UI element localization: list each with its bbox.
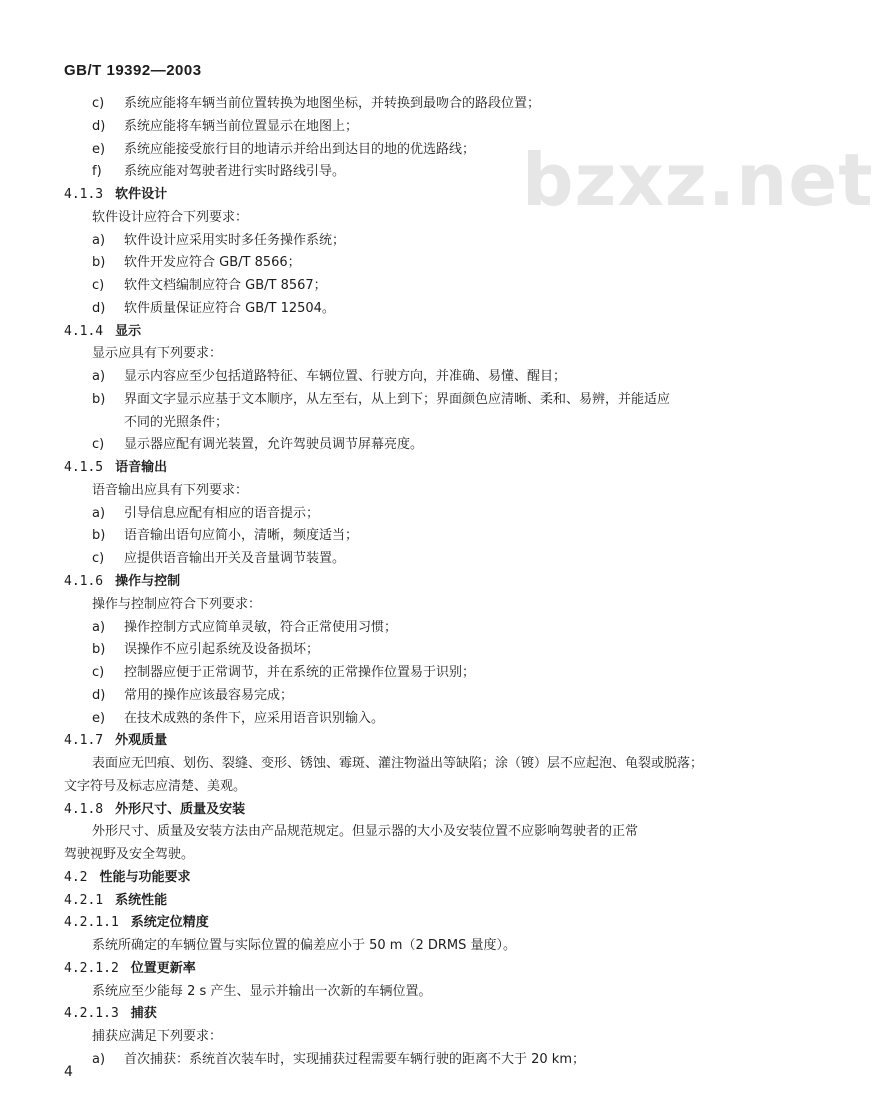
section-title: 软件设计 bbox=[115, 187, 168, 202]
section-number: 4.2 bbox=[64, 870, 88, 885]
list-item-text: 系统应能将车辆当前位置转换为地图坐标，并转换到最吻合的路段位置； bbox=[124, 96, 541, 111]
list-item-text: 显示内容应至少包括道路特征、车辆位置、行驶方向，并准确、易懂、醒目； bbox=[124, 369, 567, 384]
list-item bbox=[92, 642, 319, 658]
list-item-label: b) bbox=[92, 642, 106, 657]
list-item bbox=[92, 164, 345, 180]
section-heading bbox=[64, 1006, 157, 1022]
paragraph-line: 驾驶视野及安全驾驶。 bbox=[64, 847, 195, 862]
section-heading bbox=[64, 802, 245, 818]
list-item-label: e) bbox=[92, 711, 106, 726]
list-item-text: 软件开发应符合 GB/T 8566； bbox=[124, 255, 301, 270]
list-item bbox=[92, 688, 293, 704]
list-item-text: 控制器应便于正常调节，并在系统的正常操作位置易于识别； bbox=[124, 665, 476, 680]
list-item-text: 软件设计应采用实时多任务操作系统； bbox=[124, 233, 346, 248]
list-item-text: 软件文档编制应符合 GB/T 8567； bbox=[124, 278, 327, 293]
list-item bbox=[92, 1052, 585, 1068]
list-item bbox=[92, 278, 327, 294]
list-item-text: 误操作不应引起系统及设备损坏； bbox=[124, 642, 320, 657]
list-item-text: 系统应能对驾驶者进行实时路线引导。 bbox=[124, 164, 346, 179]
paragraph-line: 不同的光照条件； bbox=[124, 415, 229, 430]
section-title: 位置更新率 bbox=[130, 961, 196, 976]
list-item-text: 引导信息应配有相应的语音提示； bbox=[124, 506, 320, 521]
list-item-label: a) bbox=[92, 233, 106, 248]
list-item bbox=[92, 665, 475, 681]
section-heading bbox=[64, 893, 167, 909]
list-item-text: 系统应能接受旅行目的地请示并给出到达目的地的优选路线； bbox=[124, 142, 476, 157]
paragraph-line: 外形尺寸、质量及安装方法由产品规范规定。但显示器的大小及安装位置不应影响驾驶者的正常 bbox=[92, 824, 639, 839]
list-item-label: b) bbox=[92, 528, 106, 543]
list-item bbox=[92, 119, 358, 135]
list-item-label: b) bbox=[92, 392, 106, 407]
list-item bbox=[92, 392, 670, 408]
list-item bbox=[92, 711, 384, 727]
list-item-label: d) bbox=[92, 688, 106, 703]
section-title: 外形尺寸、质量及安装 bbox=[115, 802, 246, 817]
section-number: 4.1.8 bbox=[64, 802, 104, 817]
section-number: 4.2.1 bbox=[64, 893, 104, 908]
list-item-text: 软件质量保证应符合 GB/T 12504。 bbox=[124, 301, 335, 316]
paragraph-line: 操作与控制应符合下列要求： bbox=[92, 597, 262, 612]
page-number: 4 bbox=[64, 1064, 73, 1080]
list-item-text: 首次捕获：系统首次装车时，实现捕获过程需要车辆行驶的距离不大于 20 km； bbox=[124, 1052, 585, 1067]
section-title: 性能与功能要求 bbox=[99, 870, 191, 885]
list-item-label: f) bbox=[92, 164, 102, 179]
section-heading bbox=[64, 870, 191, 886]
section-heading bbox=[64, 324, 141, 340]
list-item bbox=[92, 301, 335, 317]
section-heading bbox=[64, 460, 167, 476]
list-item bbox=[92, 551, 345, 567]
section-number: 4.1.7 bbox=[64, 733, 104, 748]
paragraph-line: 系统所确定的车辆位置与实际位置的偏差应小于 50 m（2 DRMS 量度）。 bbox=[92, 938, 517, 953]
paragraph-line: 捕获应满足下列要求： bbox=[92, 1029, 223, 1044]
section-heading bbox=[64, 961, 196, 977]
section-title: 外观质量 bbox=[115, 733, 168, 748]
list-item-label: b) bbox=[92, 255, 106, 270]
list-item-label: a) bbox=[92, 620, 106, 635]
list-item bbox=[92, 96, 540, 112]
paragraph-line: 表面应无凹痕、划伤、裂缝、变形、锈蚀、霉斑、灌注物溢出等缺陷；涂（镀）层不应起泡、龟裂或脱落； bbox=[92, 756, 704, 771]
section-number: 4.1.4 bbox=[64, 324, 104, 339]
list-item bbox=[92, 233, 345, 249]
list-item-text: 在技术成熟的条件下，应采用语音识别输入。 bbox=[124, 711, 385, 726]
section-number: 4.2.1.1 bbox=[64, 915, 119, 930]
section-title: 捕获 bbox=[130, 1006, 157, 1021]
paragraph-line: 语音输出应具有下列要求： bbox=[92, 483, 249, 498]
paragraph-line: 系统应至少能每 2 s 产生、显示并输出一次新的车辆位置。 bbox=[92, 984, 432, 999]
section-heading bbox=[64, 733, 167, 749]
section-number: 4.1.5 bbox=[64, 460, 104, 475]
list-item bbox=[92, 620, 397, 636]
section-number: 4.1.6 bbox=[64, 574, 104, 589]
list-item-label: d) bbox=[92, 119, 106, 134]
list-item-label: c) bbox=[92, 551, 105, 566]
list-item-label: c) bbox=[92, 278, 105, 293]
section-heading bbox=[64, 574, 180, 590]
paragraph-line: 软件设计应符合下列要求： bbox=[92, 210, 249, 225]
list-item-text: 系统应能将车辆当前位置显示在地图上； bbox=[124, 119, 359, 134]
list-item bbox=[92, 142, 475, 158]
section-title: 系统性能 bbox=[115, 893, 168, 908]
list-item-text: 显示器应配有调光装置，允许驾驶员调节屏幕亮度。 bbox=[124, 437, 424, 452]
section-number: 4.2.1.2 bbox=[64, 961, 119, 976]
section-number: 4.2.1.3 bbox=[64, 1006, 119, 1021]
list-item bbox=[92, 528, 358, 544]
list-item-label: c) bbox=[92, 665, 105, 680]
standard-header: GB/T 19392—2003 bbox=[64, 62, 202, 79]
section-title: 显示 bbox=[115, 324, 142, 339]
paragraph-line: 文字符号及标志应清楚、美观。 bbox=[64, 779, 247, 794]
section-heading bbox=[64, 915, 209, 931]
section-title: 语音输出 bbox=[115, 460, 168, 475]
list-item-text: 常用的操作应该最容易完成； bbox=[124, 688, 294, 703]
list-item-text: 应提供语音输出开关及音量调节装置。 bbox=[124, 551, 346, 566]
list-item bbox=[92, 506, 319, 522]
paragraph-line: 显示应具有下列要求： bbox=[92, 346, 223, 361]
list-item-label: a) bbox=[92, 506, 106, 521]
list-item-text: 语音输出语句应简小，清晰，频度适当； bbox=[124, 528, 359, 543]
section-heading bbox=[64, 187, 167, 203]
list-item-text: 界面文字显示应基于文本顺序，从左至右，从上到下；界面颜色应清晰、柔和、易辨，并能适应 bbox=[124, 392, 671, 407]
list-item bbox=[92, 255, 301, 271]
list-item bbox=[92, 437, 423, 453]
list-item-label: a) bbox=[92, 369, 106, 384]
section-title: 系统定位精度 bbox=[130, 915, 209, 930]
list-item-label: e) bbox=[92, 142, 106, 157]
watermark: bzxz.net bbox=[522, 138, 874, 222]
list-item-label: a) bbox=[92, 1052, 106, 1067]
section-title: 操作与控制 bbox=[115, 574, 181, 589]
list-item-label: c) bbox=[92, 437, 105, 452]
section-number: 4.1.3 bbox=[64, 187, 104, 202]
list-item-label: d) bbox=[92, 301, 106, 316]
list-item-text: 操作控制方式应简单灵敏，符合正常使用习惯； bbox=[124, 620, 398, 635]
list-item bbox=[92, 369, 566, 385]
list-item-label: c) bbox=[92, 96, 105, 111]
